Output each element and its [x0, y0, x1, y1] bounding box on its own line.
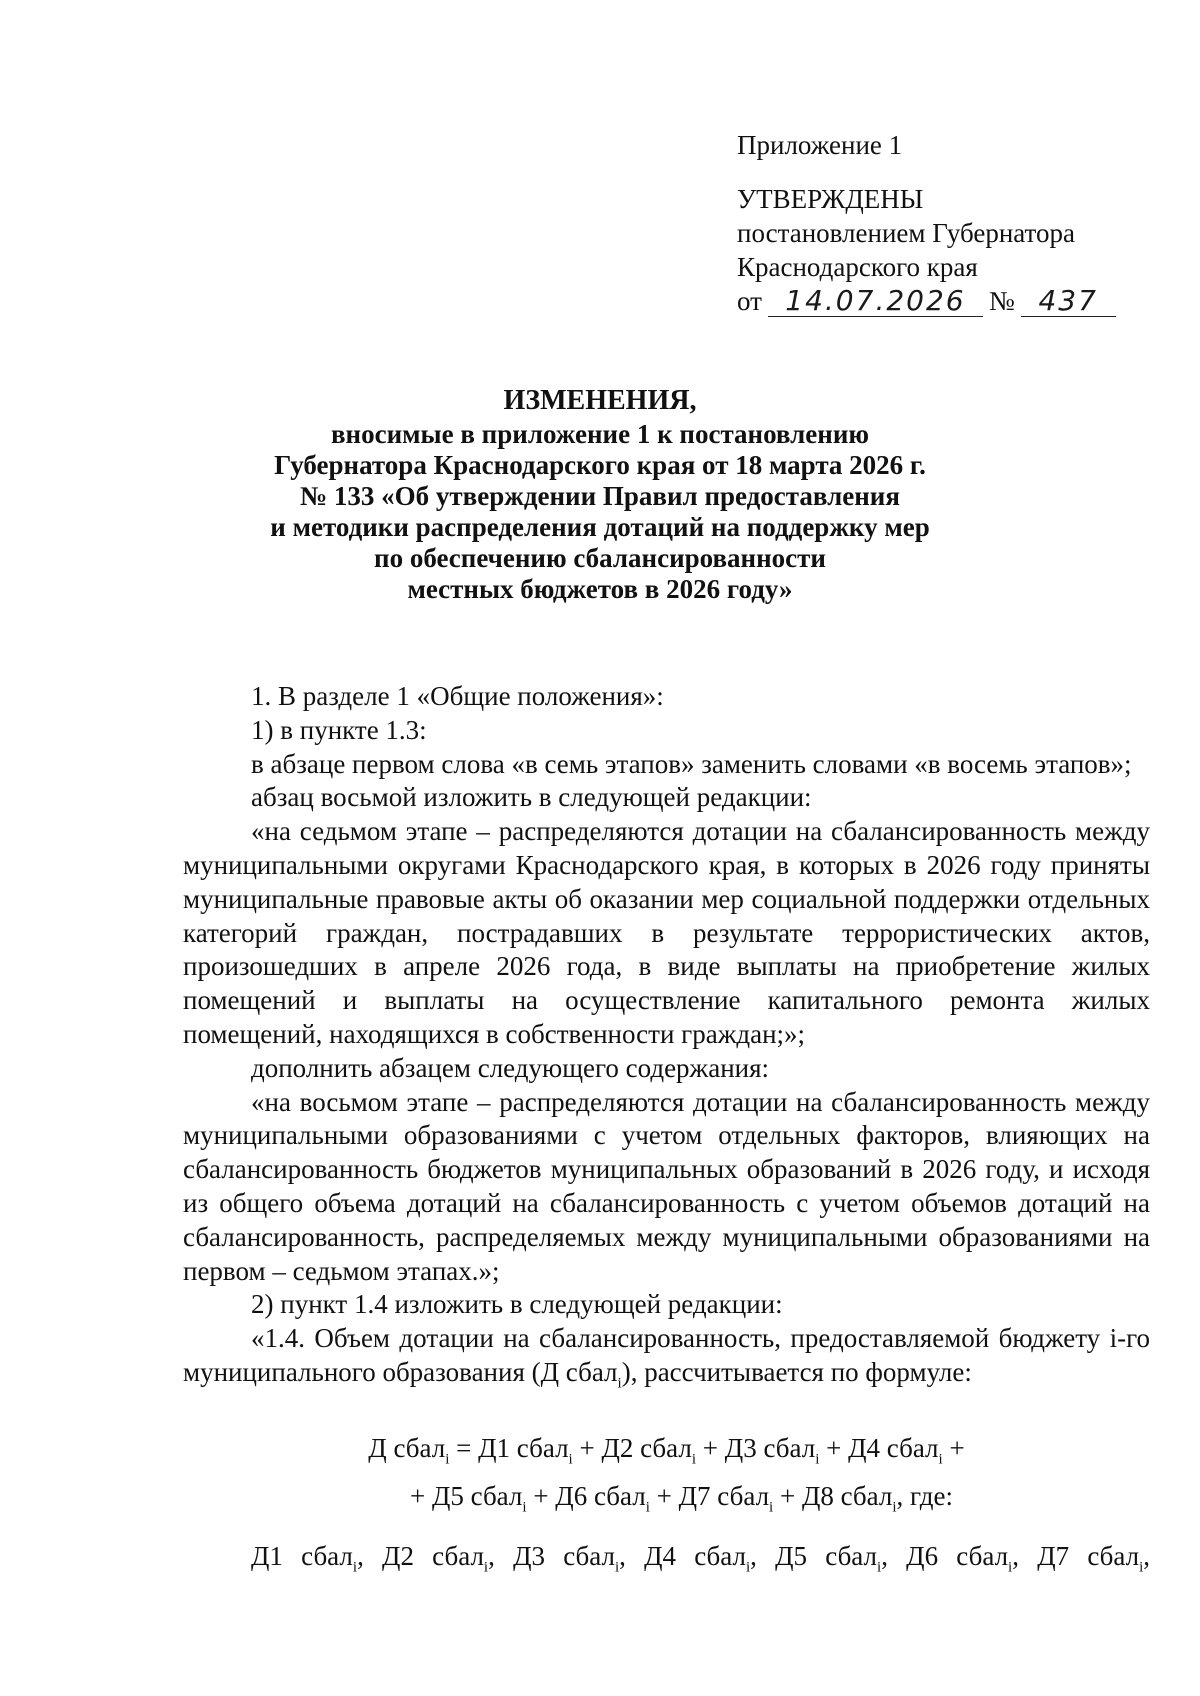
subscript: i — [522, 1499, 527, 1516]
terms-definition-line: Д1 сбал$_i$, Д2 сбал$_i$, Д3 сбал$_i$, Д4 сбал$_i$, Д5 сбал$_i$, Д6 сбал$_i$, Д7 сбал$_i$, — [251, 1541, 1150, 1576]
paragraph: «на восьмом этапе – распределяются дотации на сбалансированность между муниципальными образованиями с учетом отдельных факторов, влияющих на сбалансированность бюджетов муниципальных образований в 2026 году, и исходя из общего объема дотаций на сбалансированность с учетом объемов дотаций на сбалансированность, распределяемых между муниципальными образованиями на первом – седьмом этапах.»; — [183, 1086, 1150, 1286]
subscript: i — [769, 1499, 774, 1516]
subscript: i — [568, 1451, 573, 1468]
from-label: от — [737, 286, 762, 316]
formula-operator: + — [526, 1481, 556, 1512]
formula-term: Д5 сбал — [431, 1481, 523, 1512]
formula-term: Д6 сбал — [555, 1481, 646, 1512]
formula-block — [183, 1430, 1150, 1527]
term: Д4 сбал — [644, 1541, 746, 1571]
approved-by-line-2: Краснодарского края — [737, 252, 978, 282]
paragraph-text: ), рассчитывается по формуле: — [621, 1356, 972, 1387]
term: Д5 сбал — [775, 1541, 878, 1571]
formula-operator: + — [572, 1433, 602, 1463]
subscript: i — [483, 1559, 489, 1576]
formula-operator: + — [819, 1433, 849, 1463]
heading-line: № 133 «Об утверждении Правил предоставления — [300, 481, 900, 511]
formula-term: Д1 сбал — [478, 1433, 569, 1463]
subscript: i — [745, 1559, 751, 1576]
subscript: i — [645, 1499, 650, 1516]
heading-title: ИЗМЕНЕНИЯ, — [503, 385, 697, 416]
formula-term: Д4 сбал — [848, 1433, 939, 1463]
formula-line-2 — [213, 1478, 1150, 1526]
term: Д2 сбал — [382, 1541, 484, 1571]
subscript: i — [617, 1375, 622, 1392]
term: Д6 сбал — [906, 1541, 1009, 1571]
term: Д1 сбал — [251, 1541, 353, 1571]
handwritten-number: 437 — [1021, 286, 1116, 317]
heading-line: местных бюджетов в 2026 году» — [407, 574, 793, 604]
document-body — [183, 680, 1150, 1401]
approved-label: УТВЕРЖДЕНЫ — [737, 184, 924, 214]
formula-line-1 — [183, 1430, 1150, 1478]
formula-term: Д7 сбал — [678, 1481, 770, 1512]
approved-by-line-1: постановлением Губернатора — [737, 218, 1075, 248]
formula-term: Д сбал — [368, 1433, 446, 1463]
paragraph: абзац восьмой изложить в следующей редакции: — [251, 782, 812, 813]
term: Д3 сбал — [513, 1541, 615, 1571]
subscript: i — [892, 1499, 897, 1516]
formula-term: Д3 сбал — [724, 1433, 816, 1463]
document-heading — [0, 385, 1200, 605]
paragraph: 1) в пункте 1.3: — [251, 714, 427, 745]
formula-operator: = — [449, 1433, 479, 1463]
formula-term: Д2 сбал — [601, 1433, 692, 1463]
subscript: i — [691, 1451, 697, 1468]
paragraph: «на седьмом этапе – распределяются дотации на сбалансированность между муниципальными округами Краснодарского края, в которых в 2026 году приняты муниципальные правовые акты об оказании мер социальной поддержки отдельных категорий граждан, пострадавших в результате террористических актов, произошедших в апреле 2026 года, в виде выплаты на приобретение жилых помещений и выплаты на осуществление капитального ремонта жилых помещений, находящихся в собственности граждан;»; — [183, 816, 1150, 1049]
term: Д7 сбал — [1037, 1541, 1140, 1571]
paragraph: в абзаце первом слова «в семь этапов» заменить словами «в восемь этапов»; — [251, 748, 1132, 779]
formula-where: , где: — [896, 1481, 953, 1512]
paragraph-text: «1.4. Объем дотации на сбалансированность, предоставляемой бюджету i-го муниципального образования (Д сбал — [183, 1323, 1150, 1387]
heading-line: вносимые в приложение 1 к постановлению — [330, 419, 870, 449]
subscript: i — [815, 1451, 820, 1468]
number-label: № — [988, 286, 1015, 316]
formula-operator: + — [409, 1481, 432, 1512]
heading-line: Губернатора Краснодарского края от 18 марта 2026 г. — [274, 450, 926, 480]
decree-date-number — [737, 284, 1116, 318]
formula-operator: + — [649, 1481, 679, 1512]
heading-line: по обеспечению сбалансированности — [374, 543, 826, 573]
handwritten-date: 14.07.2026 — [768, 286, 983, 317]
subscript: i — [938, 1451, 943, 1468]
subscript: i — [1139, 1559, 1144, 1576]
paragraph: 1. В разделе 1 «Общие положения»: — [251, 681, 664, 711]
formula-operator: + — [942, 1433, 965, 1463]
subscript: i — [877, 1559, 882, 1576]
formula-operator: + — [696, 1433, 725, 1463]
subscript: i — [614, 1559, 620, 1576]
appendix-block — [737, 128, 1116, 318]
paragraph: 2) пункт 1.4 изложить в следующей редакции: — [251, 1289, 783, 1320]
subscript: i — [1008, 1559, 1013, 1576]
heading-line: и методики распределения дотаций на поддержку мер — [270, 512, 930, 542]
formula-operator: + — [773, 1481, 802, 1512]
appendix-label: Приложение 1 — [737, 130, 903, 160]
subscript: i — [445, 1451, 450, 1468]
formula-term: Д8 сбал — [801, 1481, 893, 1512]
subscript: i — [352, 1559, 358, 1576]
paragraph-formula-intro — [183, 1322, 1150, 1401]
paragraph: дополнить абзацем следующего содержания: — [251, 1052, 770, 1083]
